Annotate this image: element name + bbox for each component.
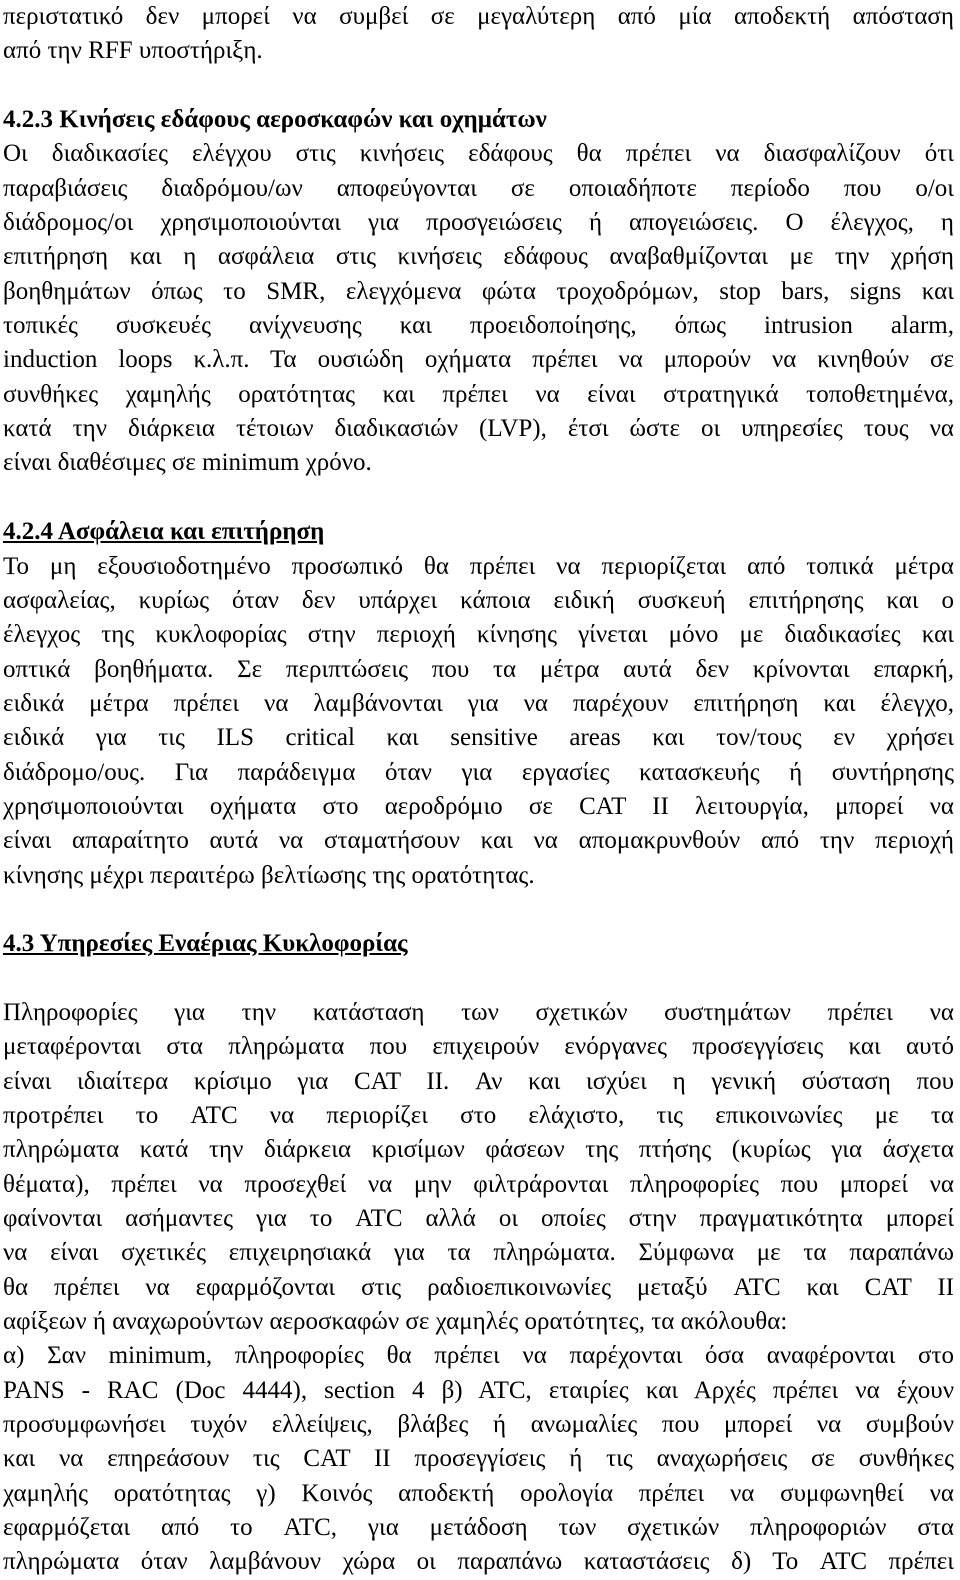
text-line: α) Σαν minimum, πληροφορίες θα πρέπει να παρέχονται όσα αναφέρονται στο	[3, 1342, 954, 1370]
text-line: χαμηλής ορατότητας γ) Κοινός αποδεκτή ορολογία πρέπει να συμφωνηθεί να	[3, 1479, 954, 1507]
section-body	[3, 550, 954, 893]
text-line: PANS - RAC (Doc 4444), section 4 β) ATC, εταιρίες και Αρχές πρέπει να έχουν	[3, 1376, 954, 1404]
text-line: θέματα), πρέπει να προσεχθεί να μην φιλτράρονται πληροφορίες που μπορεί να	[3, 1170, 954, 1198]
text-line: παραβιάσεις διαδρόμου/ων αποφεύγονται σε οποιαδήποτε περίοδο που ο/οι	[3, 174, 954, 202]
text-line: και να επηρεάσουν τις CAT II προσεγγίσεις ή τις αναχωρήσεις σε συνθήκες	[3, 1445, 954, 1473]
text-line: διάδρομο/ους. Για παράδειγμα όταν για εργασίες κατασκευής ή συντήρησης	[3, 758, 954, 786]
text-line: πληρώματα κατά την διάρκεια κρισίμων φάσεων της πτήσης (κυρίως για άσχετα	[3, 1136, 954, 1164]
text-line: να είναι σχετικές επιχειρησιακά για τα πληρώματα. Σύμφωνα με τα παραπάνω	[3, 1239, 954, 1267]
text-line: αφίξεων ή αναχωρούντων αεροσκαφών σε χαμηλές ορατότητες, τα ακόλουθα:	[3, 1308, 788, 1336]
text-line: επιτήρηση και η ασφάλεια στις κινήσεις εδάφους αναβαθμίζονται με την χρήση	[3, 243, 954, 271]
section-body	[3, 137, 954, 480]
spacer	[3, 962, 954, 996]
section-4-2-4	[3, 515, 954, 893]
text-line: περιστατικό δεν μπορεί να συμβεί σε μεγαλύτερη από μία αποδεκτή απόσταση	[3, 3, 954, 30]
text-line: ασφαλείας, κυρίως όταν δεν υπάρχει κάποια ειδική συσκευή επιτήρησης και ο	[3, 586, 954, 614]
section-heading: 4.2.3 Κινήσεις εδάφους αεροσκαφών και οχημάτων	[3, 106, 547, 134]
text-line: χρησιμοποιούνται οχήματα στο αεροδρόμιο σε CAT II λειτουργία, μπορεί να	[3, 792, 954, 820]
text-line: θα πρέπει να εφαρμόζονται στις ραδιοεπικοινωνίες μεταξύ ATC και CAT II	[3, 1273, 954, 1301]
section-4-2-3	[3, 103, 954, 481]
text-line: προσυμφωνήσει τυχόν ελλείψεις, βλάβες ή ανωμαλίες που μπορεί να συμβούν	[3, 1411, 954, 1439]
text-line: συνθήκες χαμηλής ορατότητας και πρέπει να είναι στρατηγικά τοποθετημένα,	[3, 380, 954, 408]
text-line: πληρώματα όταν λαμβάνουν χώρα οι παραπάνω καταστάσεις δ) Το ATC πρέπει	[3, 1548, 954, 1576]
text-line: induction loops κ.λ.π. Τα ουσιώδη οχήματα πρέπει να μπορούν να κινηθούν σε	[3, 346, 954, 374]
text-line: κίνησης μέχρι περαιτέρω βελτίωσης της ορατότητας.	[3, 861, 535, 889]
section-heading: 4.3 Υπηρεσίες Εναέριας Κυκλοφορίας	[3, 930, 408, 958]
section-body	[3, 996, 954, 1580]
text-line: διάδρομος/οι χρησιμοποιούνται για προσγειώσεις ή απογειώσεις. Ο έλεγχος, η	[3, 209, 954, 237]
text-line: μεταφέρονται στα πληρώματα που επιχειρούν ενόργανες προσεγγίσεις και αυτό	[3, 1033, 954, 1061]
text-line: είναι απαραίτητο αυτά να σταματήσουν και να απομακρυνθούν από την περιοχή	[3, 827, 954, 855]
section-heading: 4.2.4 Ασφάλεια και επιτήρηση	[3, 518, 325, 546]
spacer	[3, 893, 954, 927]
text-line: προτρέπει το ATC να περιορίζει στο ελάχιστο, τις επικοινωνίες με τα	[3, 1102, 954, 1129]
text-line: είναι διαθέσιμες σε minimum χρόνο.	[3, 449, 372, 477]
intro-paragraph	[3, 0, 954, 69]
text-line: τοπικές συσκευές ανίχνευσης και προειδοποίησης, όπως intrusion alarm,	[3, 312, 954, 340]
text-line: βοηθημάτων όπως το SMR, ελεγχόμενα φώτα τροχοδρόμων, stop bars, signs και	[3, 277, 954, 305]
text-line: φαίνονται ασήμαντες για το ATC αλλά οι οποίες στην πραγματικότητα μπορεί	[3, 1205, 954, 1233]
text-line: κατά την διάρκεια τέτοιων διαδικασιών (LVP), έτσι ώστε οι υπηρεσίες τους να	[3, 415, 954, 443]
spacer	[3, 69, 954, 103]
section-4-3	[3, 927, 954, 1580]
text-line: ειδικά μέτρα πρέπει να λαμβάνονται για να παρέχουν επιτήρηση και έλεγχο,	[3, 689, 954, 717]
text-line: εφαρμόζεται από το ATC, για μετάδοση των σχετικών πληροφοριών στα	[3, 1514, 954, 1542]
spacer	[3, 481, 954, 515]
text-line: από την RFF υποστήριξη.	[3, 37, 263, 65]
text-line: έλεγχος της κυκλοφορίας στην περιοχή κίνησης γίνεται μόνο με διαδικασίες και	[3, 621, 954, 649]
text-line: Το μη εξουσιοδοτημένο προσωπικό θα πρέπει να περιορίζεται από τοπικά μέτρα	[3, 552, 954, 580]
text-line: ειδικά για τις ILS critical και sensitive areas και τον/τους εν χρήσει	[3, 724, 954, 752]
text-line: Οι διαδικασίες ελέγχου στις κινήσεις εδάφους θα πρέπει να διασφαλίζουν ότι	[3, 140, 954, 168]
text-line: Πληροφορίες για την κατάσταση των σχετικών συστημάτων πρέπει να	[3, 998, 954, 1026]
text-line: οπτικά βοηθήματα. Σε περιπτώσεις που τα μέτρα αυτά δεν κρίνονται επαρκή,	[3, 655, 954, 683]
text-line: είναι ιδιαίτερα κρίσιμο για CAT II. Αν και ισχύει η γενική σύσταση που	[3, 1067, 954, 1095]
